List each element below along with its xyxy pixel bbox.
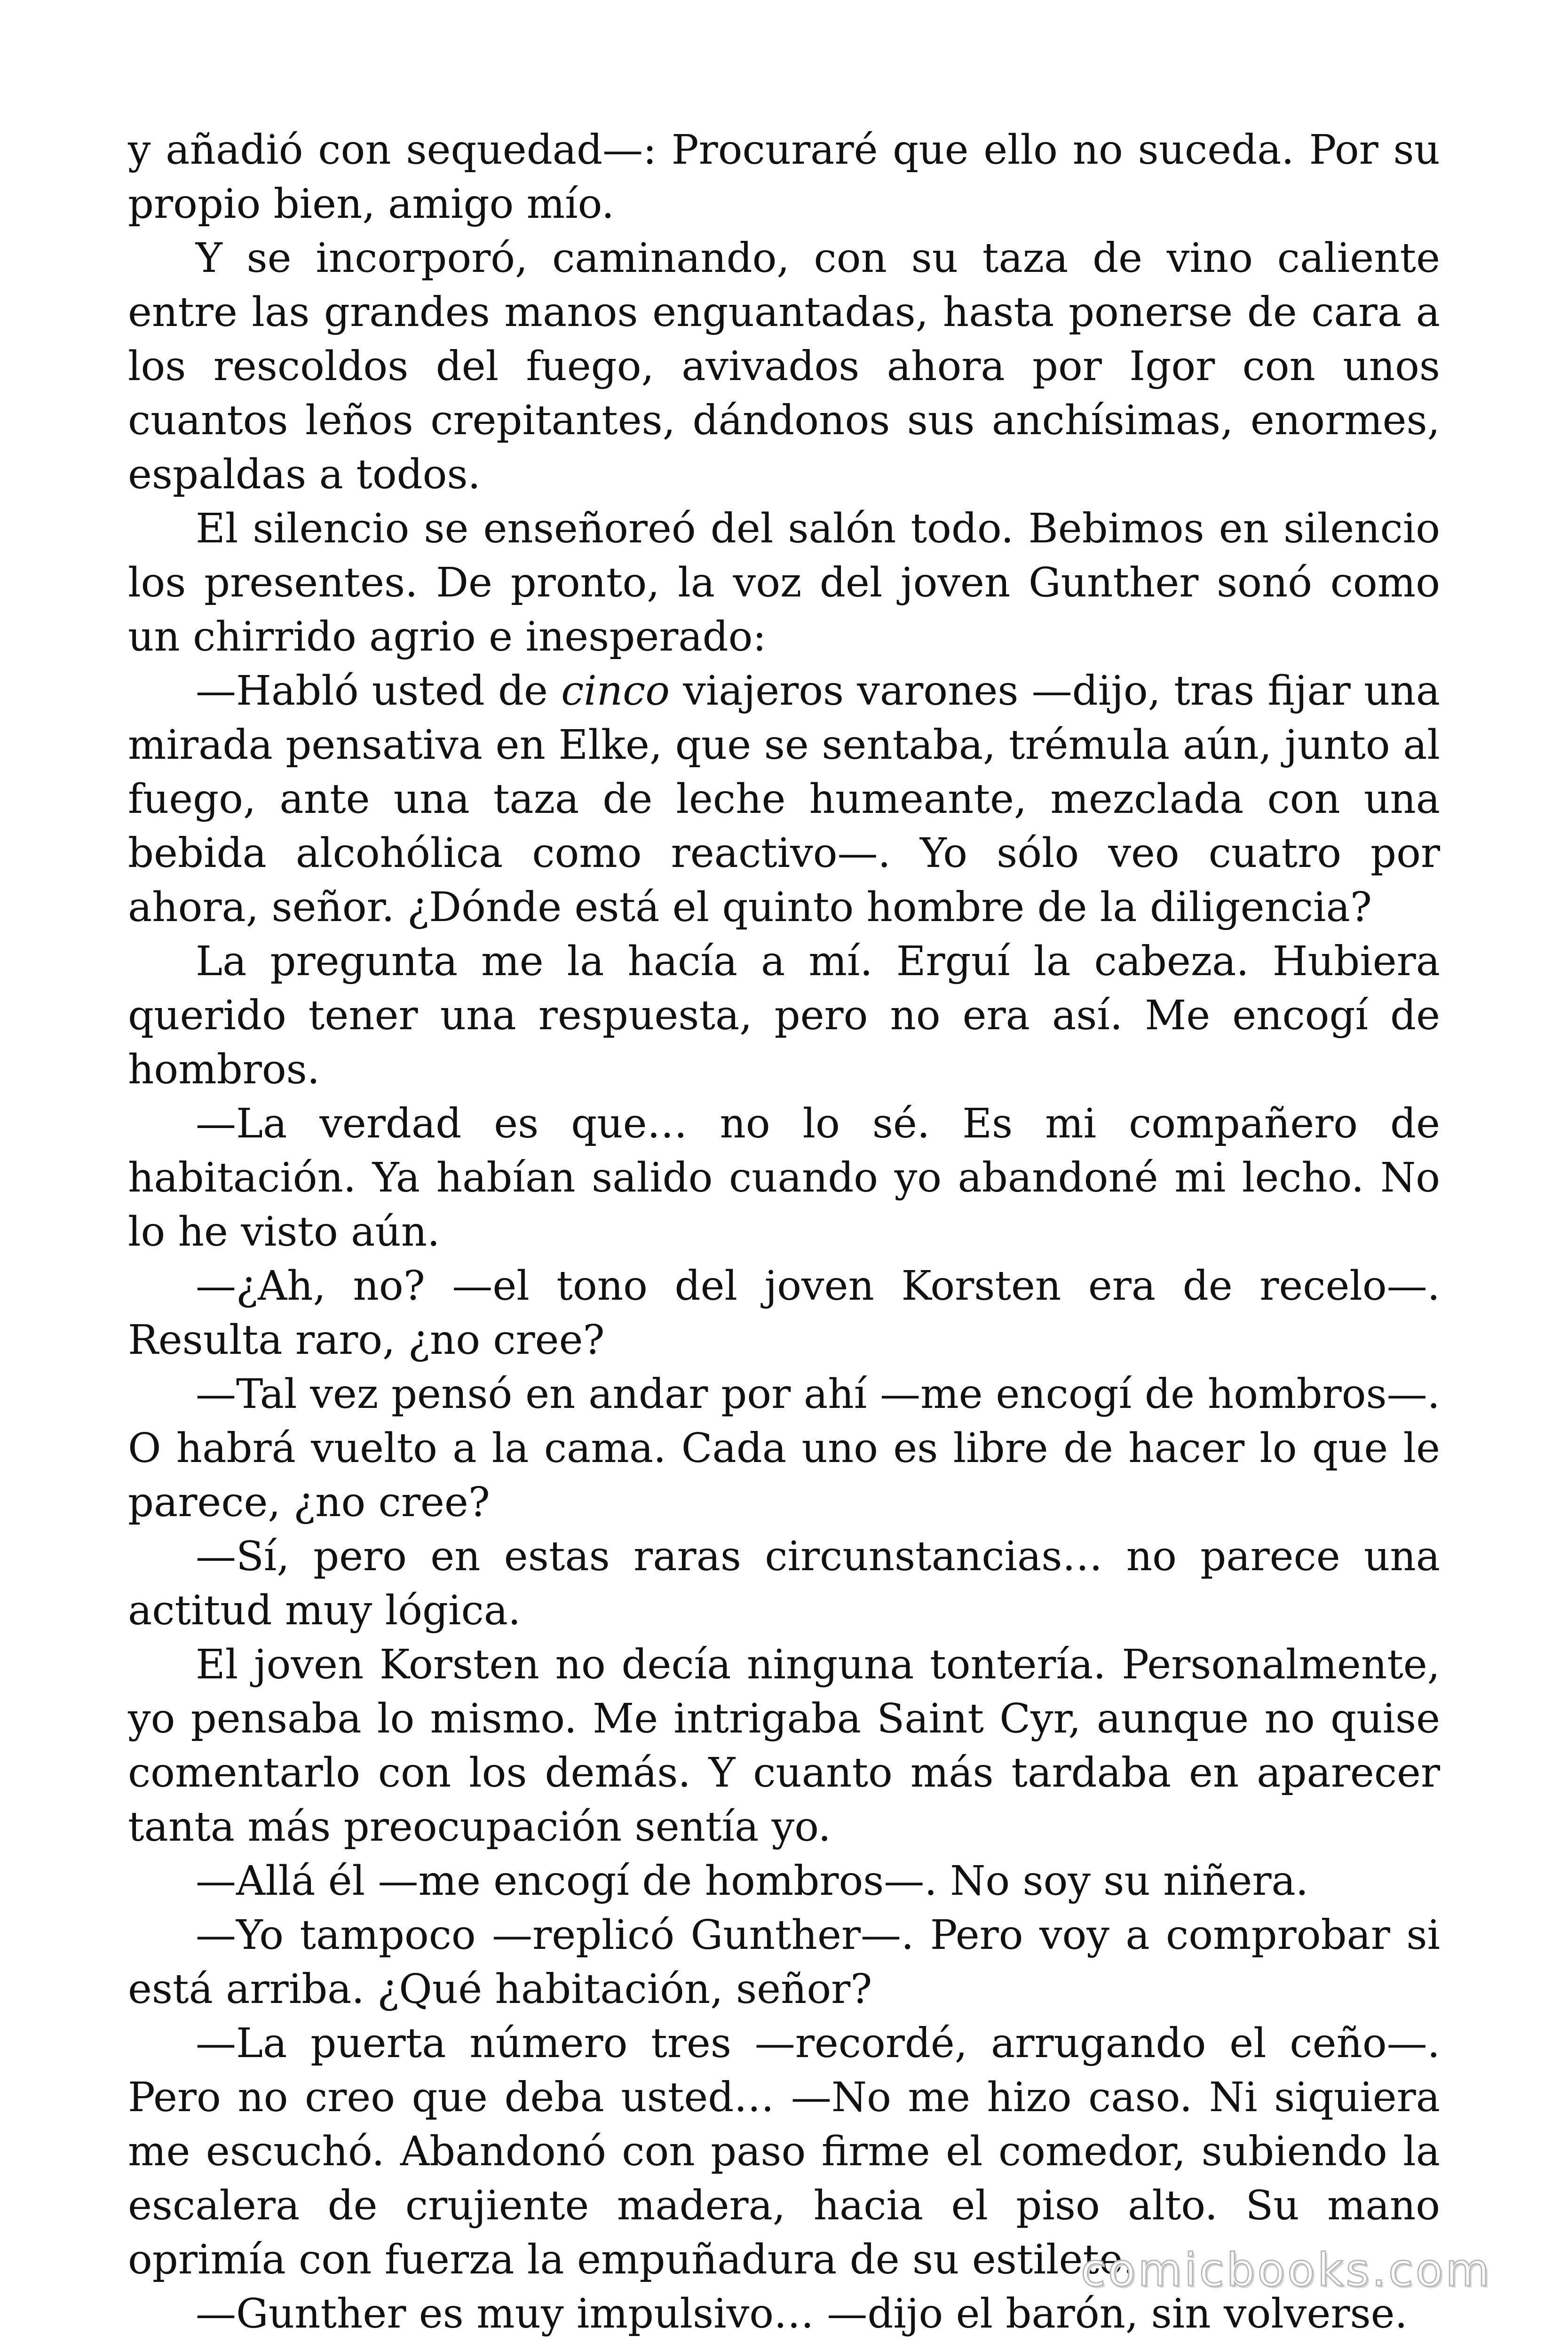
paragraph-text: El joven Korsten no decía ninguna tontería. Personalmente, yo pensaba lo mismo. Me intrigaba Saint Cyr, aunque no quise comentarlo con los demás. Y cuanto más tardaba en aparecer tanta más preocupación sentía yo. — [128, 1641, 1440, 1851]
paragraph — [128, 935, 1440, 1097]
paragraph-text: —La puerta número tres —recordé, arrugando el ceño—. Pero no creo que deba usted… —No me hizo caso. Ni siquiera me escuchó. Abandonó con paso firme el comedor, subiendo la escalera de crujiente madera, hacia el piso alto. Su mano oprimía con fuerza la empuñadura de su estilete. — [128, 2020, 1440, 2283]
paragraph-text: viajeros varones —dijo, tras fijar una mirada pensativa en Elke, que se sentaba, trémula aún, junto al fuego, ante una taza de leche humeante, mezclada con una bebida alcohólica como reactivo—. Yo sólo veo cuatro por ahora, señor. ¿Dónde está el quinto hombre de la diligencia? — [128, 667, 1440, 931]
paragraph-text: —Sí, pero en estas raras circunstancias… no parece una actitud muy lógica. — [128, 1533, 1440, 1634]
paragraph-text: —¿Ah, no? —el tono del joven Korsten era de recelo—. Resulta raro, ¿no cree? — [128, 1263, 1440, 1364]
paragraph-text: Y se incorporó, caminando, con su taza de vino caliente entre las grandes manos enguantadas, hasta ponerse de cara a los rescoldos del fuego, avivados ahora por Igor con unos cuantos leños crepitantes, dándonos sus anchísimas, enormes, espaldas a todos. — [128, 235, 1440, 498]
paragraph-text: El silencio se enseñoreó del salón todo. Bebimos en silencio los presentes. De pronto, la voz del joven Gunther sonó como un chirrido agrio e inesperado: — [128, 505, 1440, 660]
paragraph — [128, 1530, 1440, 1638]
paragraph-text: —Yo tampoco —replicó Gunther—. Pero voy a comprobar si está arriba. ¿Qué habitación, señor? — [128, 1912, 1440, 2013]
paragraph — [128, 1097, 1440, 1259]
paragraph — [128, 123, 1440, 231]
book-page-text — [128, 123, 1440, 2341]
watermark: comicbooks.com — [1080, 2244, 1492, 2296]
paragraph-text: —Allá él —me encogí de hombros—. No soy su niñera. — [196, 1858, 1309, 1905]
paragraph — [128, 1638, 1440, 1854]
paragraph — [128, 231, 1440, 502]
italic-emphasis: cinco — [561, 667, 670, 715]
paragraph-text: La pregunta me la hacía a mí. Erguí la cabeza. Hubiera querido tener una respuesta, pero no era así. Me encogí de hombros. — [128, 938, 1440, 1093]
paragraph-text: y añadió con sequedad—: Procuraré que ello no suceda. Por su propio bien, amigo mío. — [128, 127, 1440, 228]
paragraph — [128, 1854, 1440, 1908]
paragraph-text: —Tal vez pensó en andar por ahí —me encogí de hombros—. O habrá vuelto a la cama. Cada uno es libre de hacer lo que le parece, ¿no cree? — [128, 1371, 1440, 1526]
paragraph — [128, 1259, 1440, 1367]
paragraph — [128, 664, 1440, 935]
paragraph — [128, 1367, 1440, 1530]
paragraph-text: —La verdad es que… no lo sé. Es mi compañero de habitación. Ya habían salido cuando yo abandoné mi lecho. No lo he visto aún. — [128, 1100, 1440, 1255]
paragraph-text: —Gunther es muy impulsivo… —dijo el barón, sin volverse. — [196, 2290, 1408, 2337]
paragraph-text: —Habló usted de — [196, 667, 562, 715]
paragraph — [128, 502, 1440, 664]
paragraph — [128, 1908, 1440, 2017]
